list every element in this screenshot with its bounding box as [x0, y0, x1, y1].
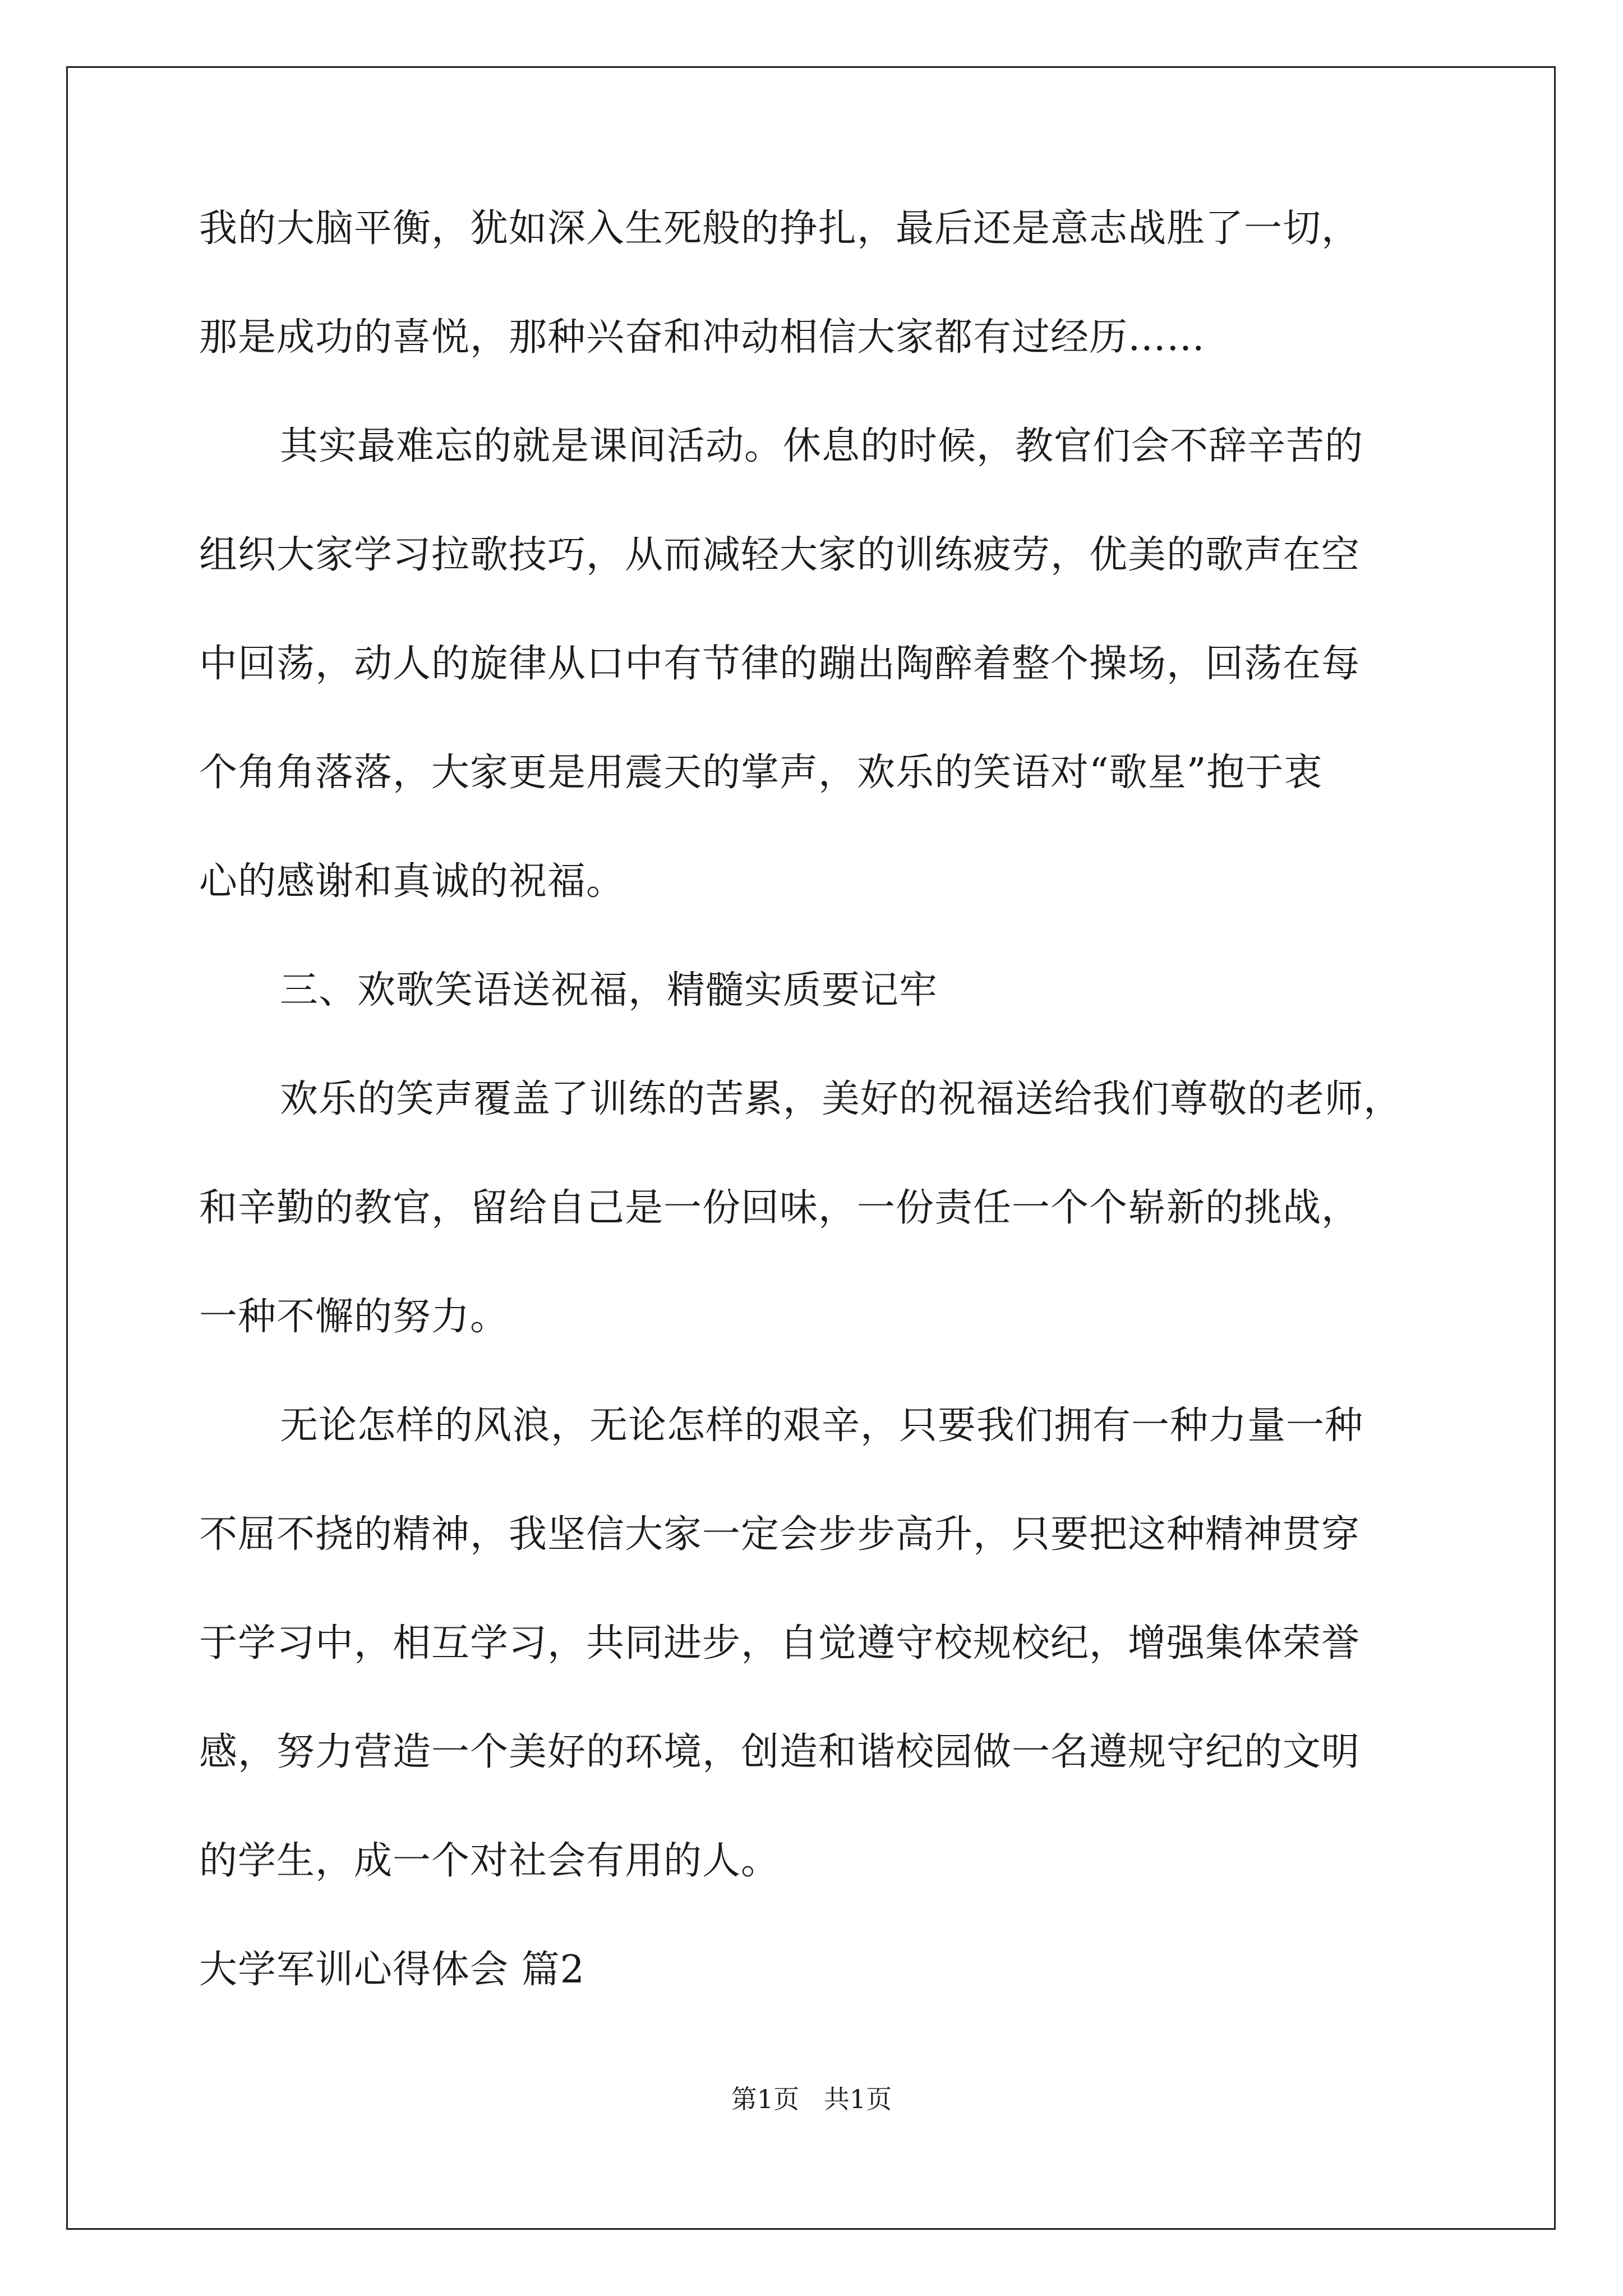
- text-line: 心的感谢和真诚的祝福。: [199, 859, 625, 904]
- text-line: 感，努力营造一个美好的环境，创造和谐校园做一名遵规守纪的文明: [199, 1730, 1361, 1774]
- section-heading: 三、欢歌笑语送祝福，精髓实质要记牢: [280, 968, 938, 1013]
- text-line: 的学生，成一个对社会有用的人。: [199, 1839, 780, 1883]
- paragraph-start: 其实最难忘的就是课间活动。休息的时候，教官们会不辞辛苦的: [280, 424, 1364, 468]
- text-line: 于学习中，相互学习，共同进步，自觉遵守校规校纪，增强集体荣誉: [199, 1621, 1361, 1665]
- article-title: 大学军训心得体会 篇2: [199, 1948, 585, 1992]
- page-footer: 第1页 共1页: [731, 2084, 892, 2114]
- paragraph-start: 无论怎样的风浪，无论怎样的艰辛，只要我们拥有一种力量一种: [280, 1404, 1364, 1448]
- text-line: 中回荡，动人的旋律从口中有节律的蹦出陶醉着整个操场，回荡在每: [199, 642, 1361, 686]
- paragraph-start: 欢乐的笑声覆盖了训练的苦累，美好的祝福送给我们尊敬的老师，: [280, 1077, 1403, 1121]
- text-line: 和辛勤的教官，留给自己是一份回味，一份责任一个个崭新的挑战，: [199, 1186, 1361, 1230]
- text-line: 我的大脑平衡，犹如深入生死般的挣扎，最后还是意志战胜了一切，: [199, 206, 1361, 251]
- text-line: 那是成功的喜悦，那种兴奋和冲动相信大家都有过经历……: [199, 315, 1206, 360]
- text-line: 个角角落落，大家更是用震天的掌声，欢乐的笑语对“歌星”抱于衷: [199, 751, 1323, 795]
- text-line: 不屈不挠的精神，我坚信大家一定会步步高升，只要把这种精神贯穿: [199, 1512, 1361, 1557]
- text-line: 一种不懈的努力。: [199, 1295, 509, 1339]
- document-body: [199, 202, 1433, 2052]
- text-line: 组织大家学习拉歌技巧，从而减轻大家的训练疲劳，优美的歌声在空: [199, 533, 1361, 577]
